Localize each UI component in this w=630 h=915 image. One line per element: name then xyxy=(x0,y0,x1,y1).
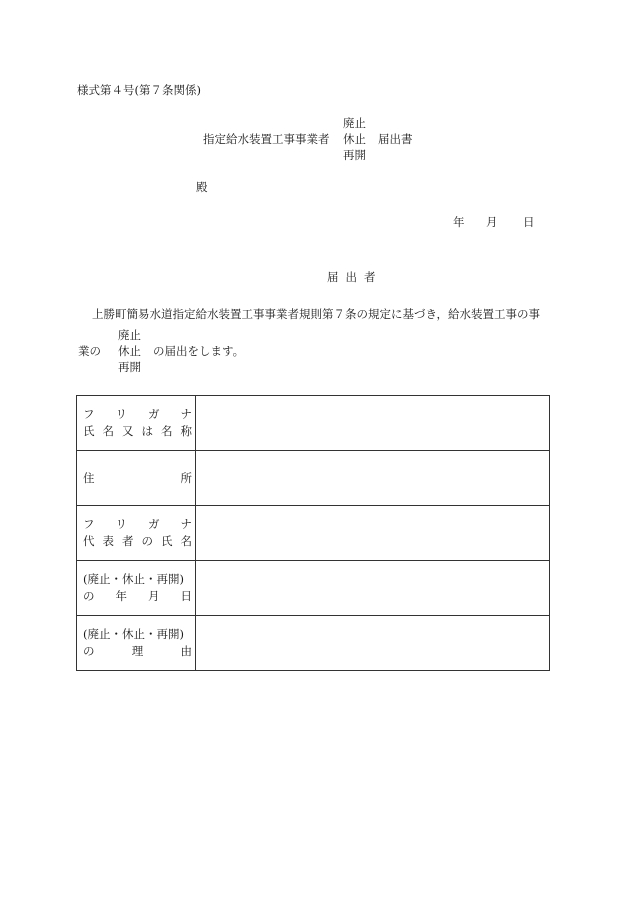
label-char: 名 xyxy=(161,424,173,438)
address-label xyxy=(83,470,192,487)
label-char: ガ xyxy=(148,517,160,531)
body-option-abolish: 廃止 xyxy=(118,328,141,342)
label-char: の xyxy=(83,589,95,603)
label-char: ナ xyxy=(180,517,192,531)
label-cell-representative xyxy=(77,506,196,561)
label-char: 年 xyxy=(115,589,127,603)
value-cell-representative[interactable] xyxy=(196,506,550,561)
label-char: フ xyxy=(83,517,95,531)
label-char: ナ xyxy=(180,407,192,421)
table-row-name xyxy=(77,396,550,451)
value-cell-address[interactable] xyxy=(196,451,550,506)
label-char: 理 xyxy=(131,644,144,658)
label-cell-reason xyxy=(77,616,196,671)
label-cell-date xyxy=(77,561,196,616)
label-char: 氏 xyxy=(161,534,173,548)
title-option-suspend: 休止 xyxy=(343,132,366,146)
value-cell-reason[interactable] xyxy=(196,616,550,671)
body-text-suffix: の届出をします。 xyxy=(153,344,245,358)
value-cell-date[interactable] xyxy=(196,561,550,616)
application-table xyxy=(76,395,550,671)
label-char: 代 xyxy=(83,534,95,548)
table-row-representative xyxy=(77,506,550,561)
date-label xyxy=(83,588,192,605)
action-type-label xyxy=(83,626,192,643)
furigana-label xyxy=(83,406,192,423)
page-title: 指定給水装置工事事業者 xyxy=(203,132,330,146)
title-option-resume: 再開 xyxy=(343,148,366,162)
label-text: (廃止・休止・再開) xyxy=(83,572,184,586)
label-char: 名 xyxy=(102,424,114,438)
body-text-prefix: 業の xyxy=(78,344,101,358)
table-row-address xyxy=(77,451,550,506)
label-char: 称 xyxy=(180,424,192,438)
label-char: 由 xyxy=(180,644,192,658)
label-char: リ xyxy=(115,407,127,421)
title-option-abolish: 廃止 xyxy=(343,116,366,130)
representative-name-label xyxy=(83,533,192,550)
reason-label xyxy=(83,643,192,660)
body-option-suspend: 休止 xyxy=(118,344,141,358)
label-char: 者 xyxy=(122,534,134,548)
date-year-label: 年 xyxy=(453,215,465,229)
label-char: の xyxy=(83,644,95,658)
label-char: 所 xyxy=(180,470,192,485)
form-number: 様式第４号(第７条関係) xyxy=(77,83,201,97)
table-row-date xyxy=(77,561,550,616)
label-char: の xyxy=(141,534,153,548)
label-cell-name xyxy=(77,396,196,451)
label-char: リ xyxy=(115,517,127,531)
label-char: フ xyxy=(83,407,95,421)
date-day-label: 日 xyxy=(523,215,535,229)
body-text-line1: 上勝町簡易水道指定給水装置工事事業者規則第７条の規定に基づき，給水装置工事の事 xyxy=(92,307,541,321)
body-option-resume: 再開 xyxy=(118,360,141,374)
furigana-label xyxy=(83,516,192,533)
applicant-label: 届出者 xyxy=(327,270,383,284)
addressee-honorific: 殿 xyxy=(196,180,208,194)
label-cell-address xyxy=(77,451,196,506)
label-char: 住 xyxy=(83,470,95,485)
label-char: 名 xyxy=(180,534,192,548)
label-char: 氏 xyxy=(83,424,95,438)
label-char: 日 xyxy=(180,589,192,603)
date-month-label: 月 xyxy=(486,215,498,229)
table-row-reason xyxy=(77,616,550,671)
name-label xyxy=(83,423,192,440)
label-char: 表 xyxy=(102,534,114,548)
label-char: は xyxy=(141,424,153,438)
value-cell-name[interactable] xyxy=(196,396,550,451)
label-char: 月 xyxy=(148,589,160,603)
label-text: (廃止・休止・再開) xyxy=(83,627,184,641)
title-suffix: 届出書 xyxy=(378,132,413,146)
action-type-label xyxy=(83,571,192,588)
label-char: ガ xyxy=(148,407,160,421)
label-char: 又 xyxy=(122,424,134,438)
